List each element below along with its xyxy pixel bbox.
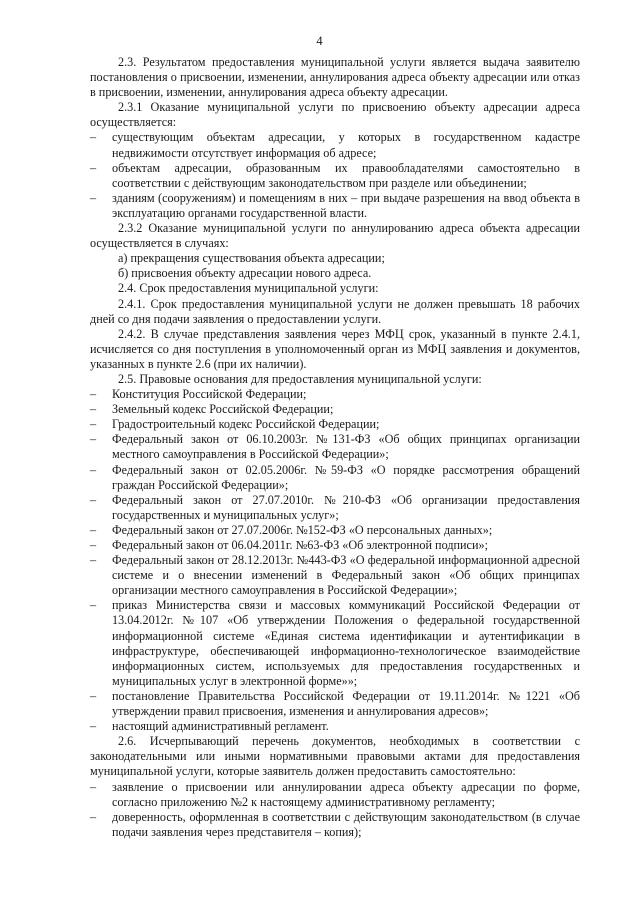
list-item: – Федеральный закон от 06.04.2011г. №63-ФЗ «Об электронной подписи»; [90,538,580,553]
list-item: – существующим объектам адресации, у которых в государственном кадастре недвижимости отсутствует информация об адресе; [90,130,580,160]
list-item: – заявление о присвоении или аннулировании адреса объекту адресации по форме, согласно приложению №2 к настоящему административному регламенту; [90,780,580,810]
paragraph-2-3: 2.3. Результатом предоставления муниципальной услуги является выдача заявителю постановления о присвоении, изменении, аннулирования адреса объекту адресации или отказ в присвоении, изменении, аннулирования адреса объекту адресации. [90,55,580,100]
list-item-b: б) присвоения объекту адресации нового адреса. [118,266,372,281]
list-item: – доверенность, оформленная в соответствии с действующим законодательством (в случае подачи заявления через представителя – копия); [90,810,580,840]
paragraph-2-6: 2.6. Исчерпывающий перечень документов, необходимых в соответствии с законодательными или иными нормативными правовыми актами для предоставления муниципальной услуги, которые заявитель должен предоставить самостоятельно: [90,734,580,779]
list-item: – Федеральный закон от 06.10.2003г. №131-ФЗ «Об общих принципах организации местного самоуправления в Российской Федерации»; [90,432,580,462]
page-number: 4 [316,34,323,48]
list-item: – Конституция Российской Федерации; [90,387,580,402]
list-item: – постановление Правительства Российской Федерации от 19.11.2014г. №1221 «Об утверждении правил присвоения, изменения и аннулирования адресов»; [90,689,580,719]
list-item: – приказ Министерства связи и массовых коммуникаций Российской Федерации от 13.04.2012г. №107 «Об утверждении Положения о федеральной государственной информационной системе «Единая система идентификации и аутентификации в инфраструктуре, обеспечивающей информационно-технологическое взаимодействие информационных систем, используемых для предоставления государственных и муниципальных услуг в электронной форме»»; [90,598,580,689]
list-item: – объектам адресации, образованным их правообладателями самостоятельно в соответствии с действующим законодательством при разделе или объединении; [90,161,580,191]
list-item: – Федеральный закон от 28.12.2013г. №443-ФЗ «О федеральной информационной адресной системе и о внесении изменений в Федеральный закон «Об общих принципах организации местного самоуправления в Российской Федерации»; [90,553,580,598]
list-item: – Федеральный закон от 02.05.2006г. №59-ФЗ «О порядке рассмотрения обращений граждан Российской Федерации»; [90,463,580,493]
paragraph-2-4: 2.4. Срок предоставления муниципальной услуги: [118,281,379,296]
list-item: – зданиям (сооружениям) и помещениям в них – при выдаче разрешения на ввод объекта в эксплуатацию органами государственной власти. [90,191,580,221]
paragraph-2-4-1: 2.4.1. Срок предоставления муниципальной услуги не должен превышать 18 рабочих дней со дня подачи заявления о предоставлении услуги. [90,296,580,326]
paragraph-2-5: 2.5. Правовые основания для предоставления муниципальной услуги: [118,371,482,386]
list-item: – Градостроительный кодекс Российской Федерации; [90,417,580,432]
paragraph-2-3-2: 2.3.2 Оказание муниципальной услуги по аннулированию адреса объекта адресации осуществляется в случаях: [90,221,580,251]
paragraph-2-3-1: 2.3.1 Оказание муниципальной услуги по присвоению объекту адресации адреса осуществляется: [90,100,580,130]
list-item-a: а) прекращения существования объекта адресации; [118,251,385,266]
list-item: – Федеральный закон от 27.07.2006г. №152-ФЗ «О персональных данных»; [90,523,580,538]
list-item: – Земельный кодекс Российской Федерации; [90,402,580,417]
document-body [90,55,580,840]
list-item: – настоящий административный регламент. [90,719,580,734]
paragraph-2-4-2: 2.4.2. В случае представления заявления через МФЦ срок, указанный в пункте 2.4.1, исчисляется со дня поступления в уполномоченный орган из МФЦ заявления и документов, указанных в пункте 2.6 (при их наличии). [90,326,580,371]
list-item: – Федеральный закон от 27.07.2010г. №210-ФЗ «Об организации предоставления государственных и муниципальных услуг»; [90,493,580,523]
